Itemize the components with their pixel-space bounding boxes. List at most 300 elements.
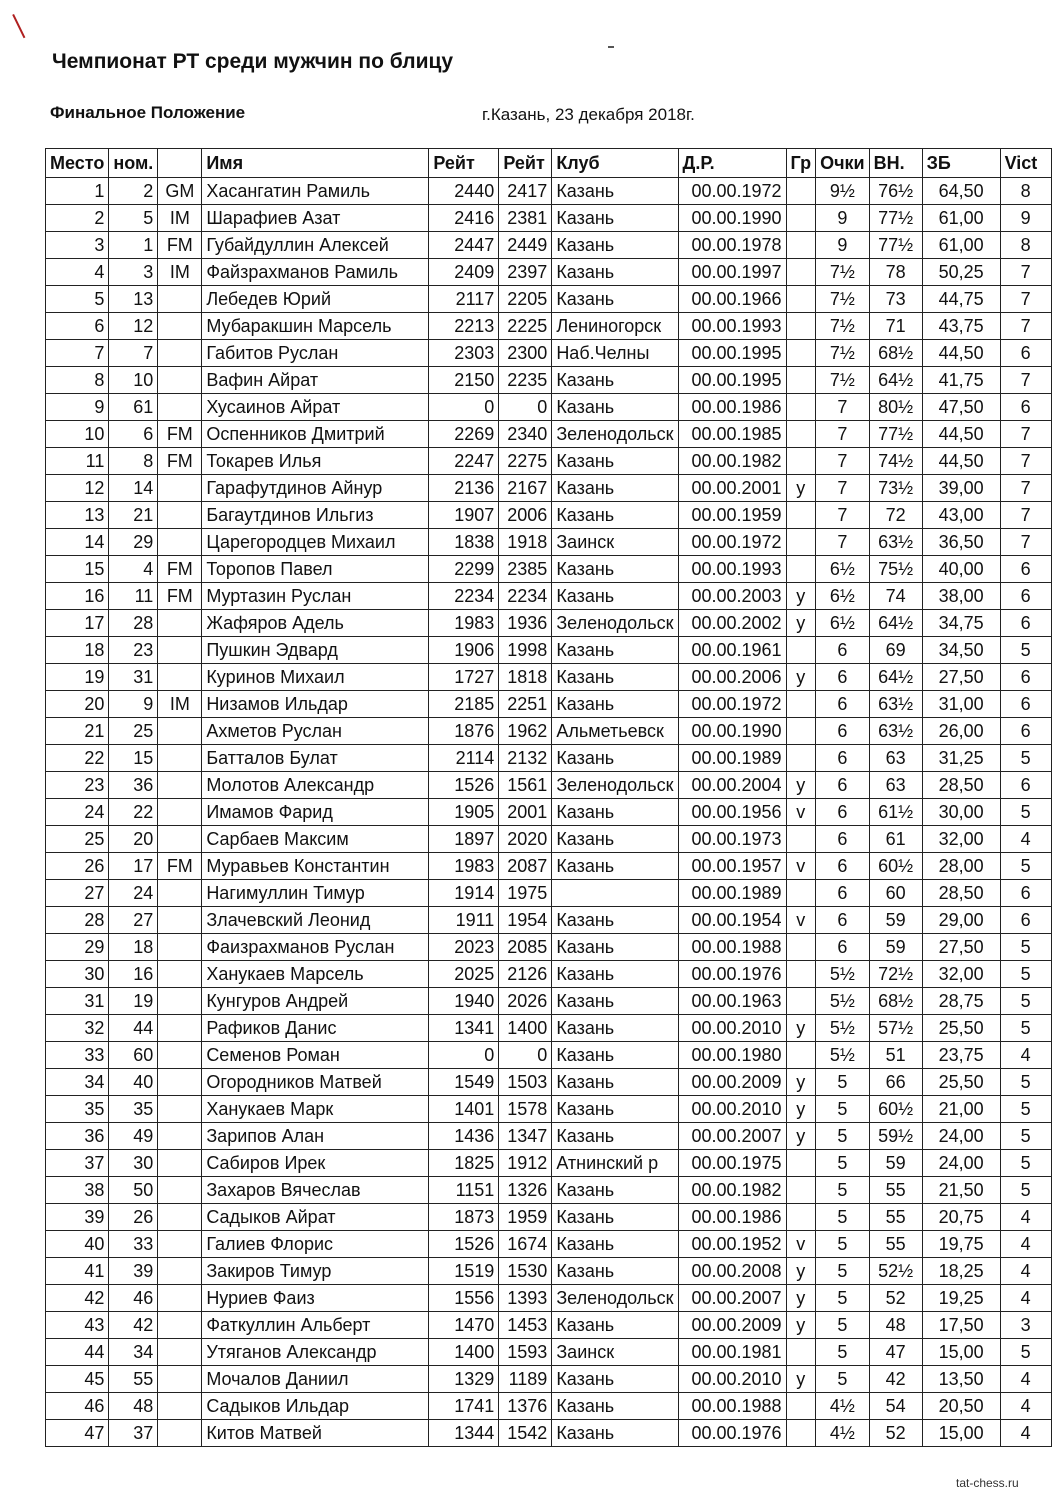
cell-name: Кунгуров Андрей	[202, 988, 429, 1015]
cell-club: Казань	[552, 1015, 678, 1042]
cell-points: 6	[816, 907, 870, 934]
cell-number: 18	[109, 934, 158, 961]
cell-title	[158, 1096, 202, 1123]
table-row	[46, 610, 1052, 637]
cell-place: 16	[46, 583, 109, 610]
scan-dot	[608, 46, 614, 48]
cell-rating: 1873	[429, 1204, 499, 1231]
header-buchholz: ВН.	[869, 149, 922, 178]
cell-place: 41	[46, 1258, 109, 1285]
cell-title	[158, 664, 202, 691]
cell-tiebreak: 43,00	[922, 502, 1000, 529]
cell-points: 5	[816, 1123, 870, 1150]
cell-rating: 1911	[429, 907, 499, 934]
header-title	[158, 149, 202, 178]
cell-tiebreak: 38,00	[922, 583, 1000, 610]
cell-place: 15	[46, 556, 109, 583]
cell-name: Огородников Матвей	[202, 1069, 429, 1096]
cell-name: Сабиров Ирек	[202, 1150, 429, 1177]
cell-rating-new: 1393	[499, 1285, 552, 1312]
cell-title	[158, 772, 202, 799]
table-row	[46, 961, 1052, 988]
cell-tiebreak: 36,50	[922, 529, 1000, 556]
cell-title	[158, 1285, 202, 1312]
cell-tiebreak: 28,75	[922, 988, 1000, 1015]
cell-buchholz: 55	[869, 1177, 922, 1204]
cell-number: 16	[109, 961, 158, 988]
cell-place: 29	[46, 934, 109, 961]
cell-name: Пушкин Эдвард	[202, 637, 429, 664]
table-row	[46, 1177, 1052, 1204]
cell-birth-date: 00.00.1985	[678, 421, 786, 448]
cell-buchholz: 72	[869, 502, 922, 529]
cell-rating: 2025	[429, 961, 499, 988]
cell-rating-new: 1593	[499, 1339, 552, 1366]
cell-group	[786, 367, 816, 394]
cell-birth-date: 00.00.1981	[678, 1339, 786, 1366]
table-row	[46, 745, 1052, 772]
header-birth-date: Д.Р.	[678, 149, 786, 178]
cell-rating: 2447	[429, 232, 499, 259]
cell-victories: 5	[1000, 1339, 1051, 1366]
cell-victories: 5	[1000, 988, 1051, 1015]
cell-name: Файзрахманов Рамиль	[202, 259, 429, 286]
cell-rating: 2247	[429, 448, 499, 475]
header-group: Гр	[786, 149, 816, 178]
cell-victories: 6	[1000, 664, 1051, 691]
cell-tiebreak: 47,50	[922, 394, 1000, 421]
cell-birth-date: 00.00.1972	[678, 178, 786, 205]
cell-group: у	[786, 1312, 816, 1339]
cell-rating-new: 1954	[499, 907, 552, 934]
cell-birth-date: 00.00.2010	[678, 1096, 786, 1123]
table-row	[46, 421, 1052, 448]
cell-tiebreak: 44,50	[922, 340, 1000, 367]
cell-number: 11	[109, 583, 158, 610]
cell-victories: 4	[1000, 1258, 1051, 1285]
cell-number: 44	[109, 1015, 158, 1042]
cell-birth-date: 00.00.1997	[678, 259, 786, 286]
cell-points: 7	[816, 475, 870, 502]
cell-tiebreak: 61,00	[922, 205, 1000, 232]
cell-name: Торопов Павел	[202, 556, 429, 583]
table-row	[46, 907, 1052, 934]
cell-rating-new: 1975	[499, 880, 552, 907]
cell-buchholz: 73	[869, 286, 922, 313]
cell-rating-new: 2235	[499, 367, 552, 394]
cell-victories: 6	[1000, 556, 1051, 583]
cell-buchholz: 57½	[869, 1015, 922, 1042]
cell-birth-date: 00.00.2009	[678, 1312, 786, 1339]
cell-tiebreak: 21,50	[922, 1177, 1000, 1204]
cell-name: Китов Матвей	[202, 1420, 429, 1447]
cell-buchholz: 71	[869, 313, 922, 340]
cell-rating: 1344	[429, 1420, 499, 1447]
cell-group	[786, 826, 816, 853]
cell-points: 5	[816, 1096, 870, 1123]
cell-buchholz: 55	[869, 1204, 922, 1231]
cell-buchholz: 52	[869, 1285, 922, 1312]
cell-title: IM	[158, 259, 202, 286]
cell-buchholz: 74½	[869, 448, 922, 475]
cell-group: у	[786, 1015, 816, 1042]
cell-tiebreak: 15,00	[922, 1420, 1000, 1447]
cell-birth-date: 00.00.1959	[678, 502, 786, 529]
cell-place: 2	[46, 205, 109, 232]
cell-number: 33	[109, 1231, 158, 1258]
cell-group	[786, 556, 816, 583]
cell-place: 24	[46, 799, 109, 826]
cell-rating: 1341	[429, 1015, 499, 1042]
cell-number: 8	[109, 448, 158, 475]
cell-number: 48	[109, 1393, 158, 1420]
cell-title: FM	[158, 421, 202, 448]
cell-place: 6	[46, 313, 109, 340]
cell-title: GM	[158, 178, 202, 205]
cell-club: Заинск	[552, 529, 678, 556]
cell-group	[786, 448, 816, 475]
cell-title: FM	[158, 853, 202, 880]
cell-rating-new: 2300	[499, 340, 552, 367]
cell-buchholz: 77½	[869, 232, 922, 259]
cell-number: 42	[109, 1312, 158, 1339]
cell-group: у	[786, 664, 816, 691]
cell-buchholz: 60½	[869, 1096, 922, 1123]
table-row	[46, 853, 1052, 880]
cell-birth-date: 00.00.1972	[678, 691, 786, 718]
cell-title	[158, 1204, 202, 1231]
cell-group: у	[786, 772, 816, 799]
cell-birth-date: 00.00.2010	[678, 1015, 786, 1042]
cell-title	[158, 1069, 202, 1096]
cell-birth-date: 00.00.1973	[678, 826, 786, 853]
cell-number: 46	[109, 1285, 158, 1312]
cell-title: FM	[158, 556, 202, 583]
cell-number: 27	[109, 907, 158, 934]
cell-buchholz: 78	[869, 259, 922, 286]
cell-points: 5	[816, 1312, 870, 1339]
cell-points: 9	[816, 205, 870, 232]
cell-place: 39	[46, 1204, 109, 1231]
cell-name: Куринов Михаил	[202, 664, 429, 691]
cell-title	[158, 1312, 202, 1339]
cell-rating: 1983	[429, 610, 499, 637]
cell-rating-new: 1530	[499, 1258, 552, 1285]
cell-victories: 5	[1000, 799, 1051, 826]
cell-tiebreak: 34,50	[922, 637, 1000, 664]
cell-tiebreak: 27,50	[922, 934, 1000, 961]
table-row	[46, 664, 1052, 691]
cell-place: 28	[46, 907, 109, 934]
cell-birth-date: 00.00.2002	[678, 610, 786, 637]
cell-place: 45	[46, 1366, 109, 1393]
cell-points: 6	[816, 934, 870, 961]
cell-rating: 1876	[429, 718, 499, 745]
cell-club: Атнинский р	[552, 1150, 678, 1177]
cell-title	[158, 610, 202, 637]
cell-tiebreak: 13,50	[922, 1366, 1000, 1393]
cell-place: 9	[46, 394, 109, 421]
cell-buchholz: 60½	[869, 853, 922, 880]
cell-name: Фаизрахманов Руслан	[202, 934, 429, 961]
cell-buchholz: 68½	[869, 988, 922, 1015]
cell-number: 19	[109, 988, 158, 1015]
cell-buchholz: 73½	[869, 475, 922, 502]
cell-birth-date: 00.00.1989	[678, 880, 786, 907]
cell-rating: 1741	[429, 1393, 499, 1420]
cell-rating-new: 1376	[499, 1393, 552, 1420]
cell-buchholz: 69	[869, 637, 922, 664]
cell-victories: 7	[1000, 367, 1051, 394]
cell-name: Гарафутдинов Айнур	[202, 475, 429, 502]
cell-points: 6	[816, 664, 870, 691]
cell-birth-date: 00.00.1954	[678, 907, 786, 934]
cell-rating-new: 2381	[499, 205, 552, 232]
cell-buchholz: 63½	[869, 691, 922, 718]
cell-name: Лебедев Юрий	[202, 286, 429, 313]
cell-number: 17	[109, 853, 158, 880]
cell-group	[786, 637, 816, 664]
cell-victories: 5	[1000, 934, 1051, 961]
cell-title	[158, 286, 202, 313]
cell-place: 18	[46, 637, 109, 664]
cell-rating-new: 1453	[499, 1312, 552, 1339]
cell-group: у	[786, 1123, 816, 1150]
cell-rating: 1838	[429, 529, 499, 556]
cell-title	[158, 475, 202, 502]
cell-rating: 1526	[429, 772, 499, 799]
header-tiebreak: ЗБ	[922, 149, 1000, 178]
table-row	[46, 259, 1052, 286]
cell-place: 27	[46, 880, 109, 907]
cell-number: 28	[109, 610, 158, 637]
cell-name: Вафин Айрат	[202, 367, 429, 394]
cell-victories: 6	[1000, 718, 1051, 745]
cell-rating-new: 1998	[499, 637, 552, 664]
cell-name: Утяганов Александр	[202, 1339, 429, 1366]
header-rating-new: Рейт	[499, 149, 552, 178]
cell-rating: 1151	[429, 1177, 499, 1204]
cell-number: 55	[109, 1366, 158, 1393]
cell-rating: 2136	[429, 475, 499, 502]
header-club: Клуб	[552, 149, 678, 178]
cell-place: 44	[46, 1339, 109, 1366]
cell-name: Захаров Вячеслав	[202, 1177, 429, 1204]
cell-buchholz: 63	[869, 745, 922, 772]
cell-tiebreak: 21,00	[922, 1096, 1000, 1123]
cell-buchholz: 68½	[869, 340, 922, 367]
cell-rating: 0	[429, 1042, 499, 1069]
cell-rating: 2416	[429, 205, 499, 232]
cell-name: Сарбаев Максим	[202, 826, 429, 853]
cell-buchholz: 64½	[869, 367, 922, 394]
cell-points: 5½	[816, 961, 870, 988]
cell-name: Царегородцев Михаил	[202, 529, 429, 556]
cell-name: Зарипов Алан	[202, 1123, 429, 1150]
cell-name: Злачевский Леонид	[202, 907, 429, 934]
cell-club: Казань	[552, 664, 678, 691]
cell-place: 33	[46, 1042, 109, 1069]
cell-rating: 1727	[429, 664, 499, 691]
cell-place: 5	[46, 286, 109, 313]
cell-victories: 6	[1000, 691, 1051, 718]
cell-number: 35	[109, 1096, 158, 1123]
cell-place: 12	[46, 475, 109, 502]
cell-rating-new: 1674	[499, 1231, 552, 1258]
cell-number: 25	[109, 718, 158, 745]
cell-points: 5	[816, 1258, 870, 1285]
cell-club: Казань	[552, 853, 678, 880]
cell-rating: 2234	[429, 583, 499, 610]
cell-rating: 1436	[429, 1123, 499, 1150]
table-row	[46, 1123, 1052, 1150]
table-row	[46, 691, 1052, 718]
cell-place: 10	[46, 421, 109, 448]
cell-club: Казань	[552, 745, 678, 772]
cell-birth-date: 00.00.1978	[678, 232, 786, 259]
cell-group	[786, 205, 816, 232]
cell-club: Казань	[552, 988, 678, 1015]
cell-victories: 4	[1000, 1285, 1051, 1312]
cell-birth-date: 00.00.1961	[678, 637, 786, 664]
cell-points: 6	[816, 880, 870, 907]
cell-club: Казань	[552, 961, 678, 988]
cell-place: 43	[46, 1312, 109, 1339]
cell-tiebreak: 17,50	[922, 1312, 1000, 1339]
cell-birth-date: 00.00.2008	[678, 1258, 786, 1285]
cell-points: 7	[816, 502, 870, 529]
cell-points: 5	[816, 1150, 870, 1177]
cell-title	[158, 880, 202, 907]
cell-points: 4½	[816, 1420, 870, 1447]
cell-name: Галиев Флорис	[202, 1231, 429, 1258]
cell-name: Ханукаев Марсель	[202, 961, 429, 988]
cell-victories: 7	[1000, 529, 1051, 556]
cell-title	[158, 745, 202, 772]
cell-number: 9	[109, 691, 158, 718]
cell-tiebreak: 24,00	[922, 1150, 1000, 1177]
cell-rating-new: 2132	[499, 745, 552, 772]
cell-victories: 6	[1000, 340, 1051, 367]
cell-name: Ахметов Руслан	[202, 718, 429, 745]
cell-number: 13	[109, 286, 158, 313]
cell-tiebreak: 44,50	[922, 448, 1000, 475]
cell-club: Зеленодольск	[552, 1285, 678, 1312]
cell-buchholz: 51	[869, 1042, 922, 1069]
cell-group: v	[786, 1231, 816, 1258]
cell-club: Зеленодольск	[552, 772, 678, 799]
cell-tiebreak: 30,00	[922, 799, 1000, 826]
cell-club: Казань	[552, 934, 678, 961]
cell-tiebreak: 64,50	[922, 178, 1000, 205]
cell-place: 11	[46, 448, 109, 475]
cell-points: 5	[816, 1069, 870, 1096]
cell-number: 1	[109, 232, 158, 259]
cell-tiebreak: 40,00	[922, 556, 1000, 583]
cell-rating: 1897	[429, 826, 499, 853]
table-row	[46, 1204, 1052, 1231]
cell-birth-date: 00.00.2007	[678, 1285, 786, 1312]
cell-group: у	[786, 583, 816, 610]
cell-rating-new: 2026	[499, 988, 552, 1015]
cell-club: Казань	[552, 637, 678, 664]
cell-group	[786, 718, 816, 745]
table-row	[46, 475, 1052, 502]
cell-victories: 9	[1000, 205, 1051, 232]
cell-title	[158, 961, 202, 988]
cell-club: Казань	[552, 1420, 678, 1447]
cell-place: 25	[46, 826, 109, 853]
cell-name: Шарафиев Азат	[202, 205, 429, 232]
cell-number: 2	[109, 178, 158, 205]
cell-victories: 6	[1000, 583, 1051, 610]
cell-buchholz: 64½	[869, 664, 922, 691]
cell-rating-new: 0	[499, 1042, 552, 1069]
cell-place: 13	[46, 502, 109, 529]
cell-place: 32	[46, 1015, 109, 1042]
cell-rating-new: 2340	[499, 421, 552, 448]
cell-tiebreak: 18,25	[922, 1258, 1000, 1285]
cell-buchholz: 47	[869, 1339, 922, 1366]
cell-birth-date: 00.00.1989	[678, 745, 786, 772]
cell-rating-new: 2417	[499, 178, 552, 205]
cell-rating-new: 1936	[499, 610, 552, 637]
cell-rating-new: 1326	[499, 1177, 552, 1204]
cell-points: 6	[816, 637, 870, 664]
cell-name: Хусаинов Айрат	[202, 394, 429, 421]
cell-number: 3	[109, 259, 158, 286]
cell-birth-date: 00.00.1976	[678, 1420, 786, 1447]
cell-place: 8	[46, 367, 109, 394]
cell-victories: 6	[1000, 772, 1051, 799]
cell-rating: 1556	[429, 1285, 499, 1312]
cell-buchholz: 63½	[869, 718, 922, 745]
cell-place: 37	[46, 1150, 109, 1177]
cell-name: Батталов Булат	[202, 745, 429, 772]
cell-birth-date: 00.00.1982	[678, 1177, 786, 1204]
cell-rating: 1519	[429, 1258, 499, 1285]
cell-name: Закиров Тимур	[202, 1258, 429, 1285]
cell-name: Садыков Айрат	[202, 1204, 429, 1231]
cell-title: IM	[158, 205, 202, 232]
cell-rating: 1526	[429, 1231, 499, 1258]
cell-victories: 5	[1000, 1069, 1051, 1096]
table-row	[46, 1015, 1052, 1042]
cell-points: 7½	[816, 340, 870, 367]
table-row	[46, 286, 1052, 313]
cell-name: Губайдуллин Алексей	[202, 232, 429, 259]
cell-rating: 1401	[429, 1096, 499, 1123]
cell-tiebreak: 20,75	[922, 1204, 1000, 1231]
cell-club: Лениногорск	[552, 313, 678, 340]
document-title: Чемпионат РТ среди мужчин по блицу	[52, 50, 454, 73]
cell-rating: 2440	[429, 178, 499, 205]
table-row	[46, 232, 1052, 259]
cell-rating-new: 1189	[499, 1366, 552, 1393]
cell-rating: 2299	[429, 556, 499, 583]
cell-group	[786, 502, 816, 529]
cell-title	[158, 799, 202, 826]
cell-tiebreak: 28,00	[922, 853, 1000, 880]
cell-club: Казань	[552, 1042, 678, 1069]
cell-buchholz: 55	[869, 1231, 922, 1258]
cell-place: 1	[46, 178, 109, 205]
cell-points: 7½	[816, 259, 870, 286]
cell-rating-new: 2397	[499, 259, 552, 286]
cell-group	[786, 340, 816, 367]
cell-name: Молотов Александр	[202, 772, 429, 799]
table-row	[46, 1285, 1052, 1312]
